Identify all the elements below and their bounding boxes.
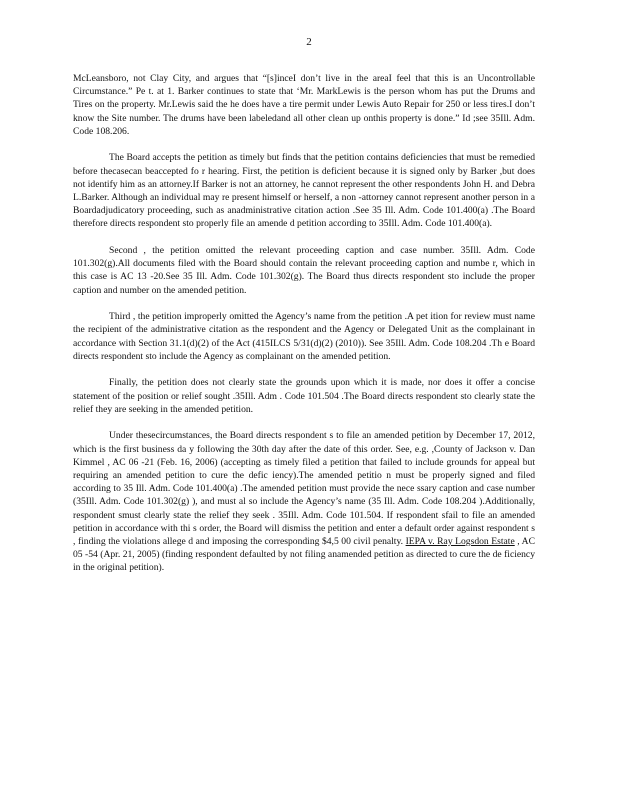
paragraph-2: The Board accepts the petition as timely but finds that the petition contains deficiencies that must be remedied before thecasecan beaccepted fo r hearing. First, the petition is deficient because it is signed only by Barker ,but does not identify him as an attorney.If Barker is not an attorney, he cannot represent the other respondents John H. and Debra L.Barker. Although an individual may re present himself or herself, a non -attorney cannot represent another person in a Boardadjudicatory proceeding, such as anadministrative citation action .See 35 Ill. Adm. Code 101.400(a) .The Board therefore directs respondent sto properly file an amende d petition according to 35Ill. Adm. Code 101.400(a).	[73, 152, 535, 230]
paragraph-4: Third , the petition improperly omitted the Agency’s name from the petition .A pet ition for review must name the recipient of the administrative citation as the respondent and the Agency or Delegated Unit as the complainant in accordance with Section 31.1(d)(2) of the Act (415ILCS 5/31(d)(2) (2010)). See 35Ill. Adm. Code 108.204 .Th e Board directs respondent sto include the Agency as complainant on the amended petition.	[73, 311, 535, 362]
paragraph-6	[73, 429, 535, 574]
paragraph-1: McLeansboro, not Clay City, and argues that “[s]inceI don’t live in the areaI feel that this is an Uncontrollable Circumstance.” Pe t. at 1. Barker continues to state that ‘Mr. MarkLewis is the person whom has put the Drums and Tires on the property. Mr.Lewis said the he does have a tire permit under Lewis Auto Repair for 250 or less tires.I don’t know the Site number. The drums have been labeledand all other clean up onthis property is done.” Id ;see 35Ill. Adm. Code 108.206.	[73, 73, 535, 137]
page-number: 2	[306, 36, 312, 48]
paragraph-5: Finally, the petition does not clearly state the grounds upon which it is made, nor does it offer a concise statement of the position or relief sought .35Ill. Adm . Code 101.504 .The Board directs respondent sto clearly state the relief they are seeking in the amended petition.	[73, 377, 535, 415]
paragraph-6-tail: , AC 05 -54 (Apr. 21, 2005) (finding respondent defaulted by not filing anamended petition as directed to cure the de ficiency in the original petition).	[73, 536, 535, 574]
paragraph-6-text: Under thesecircumstances, the Board directs respondent s to file an amended petition by December 17, 2012, which is the first business da y following the 30th day after the date of this order. See, e.g. ,County of Jackson v. Dan Kimmel , AC 06 -21 (Feb. 16, 2006) (accepting as timely filed a petition that failed to include grounds for appeal but requiring an amended petition to cure the defic iency).The amended petitio n must be properly signed and filed according to 35 Ill. Adm. Code 101.400(a) .The amended petition must provide the nece ssary caption and case number (35Ill. Adm. Code 101.302(g) ), and must al so include the Agency’s name (35 Ill. Adm. Code 108.204 ).Additionally, respondent smust clearly state the relief they seek . 35Ill. Adm. Code 101.504. If respondent sfail to file an amended petition in accordance with thi s order, the Board will dismiss the petition and enter a default order against respondent s , finding the violations allege d and imposing the corresponding $4,5 00 civil penalty.	[73, 430, 535, 548]
paragraph-3: Second , the petition omitted the relevant proceeding caption and case number. 35Ill. Adm. Code 101.302(g).All documents filed with the Board should contain the relevant proceeding caption and numbe r, which in this case is AC 13 -20.See 35 Ill. Adm. Code 101.302(g). The Board thus directs respondent sto include the proper caption and number on the amended petition.	[73, 245, 535, 296]
document-body	[73, 72, 535, 588]
case-citation: IEPA v. Ray Logsdon Estate	[405, 536, 515, 548]
